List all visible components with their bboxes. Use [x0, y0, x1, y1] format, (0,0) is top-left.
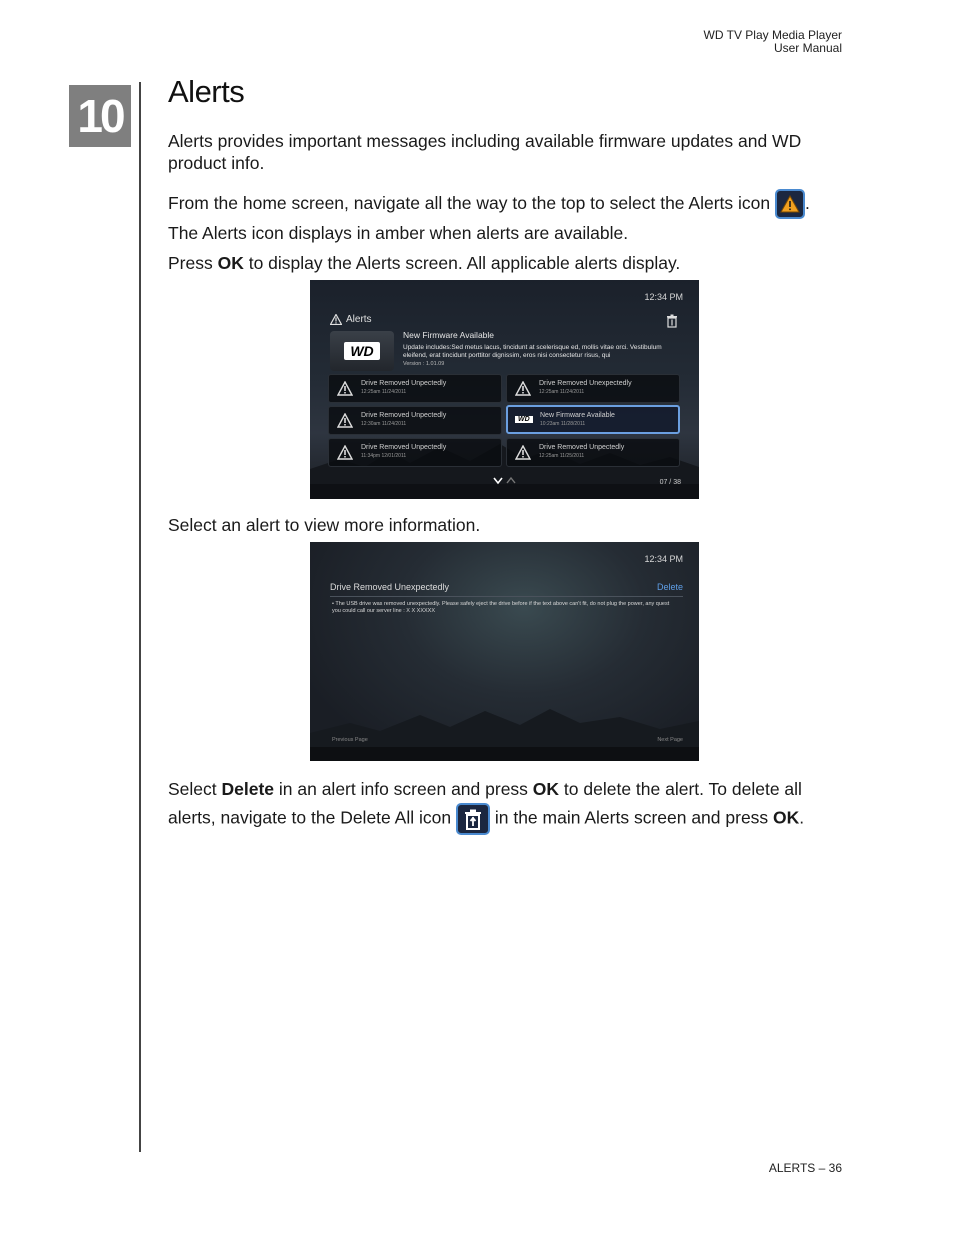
trash-icon[interactable]	[665, 314, 679, 328]
alert-tile-title: New Firmware Available	[540, 412, 615, 419]
alert-tile-title: Drive Removed Unpectedly	[539, 444, 625, 451]
select-alert-paragraph: Select an alert to view more information.	[168, 515, 481, 535]
alert-tile[interactable]	[506, 374, 680, 403]
featured-alert[interactable]	[330, 331, 682, 371]
ok-key-label: OK	[532, 779, 560, 799]
ok-key-label: OK	[773, 807, 800, 828]
page-indicator: 07 / 38	[659, 479, 681, 486]
wd-logo	[330, 331, 394, 371]
wd-logo-icon: WD	[515, 416, 533, 423]
delete-label: Delete	[221, 779, 275, 799]
scroll-chevrons[interactable]	[493, 476, 517, 489]
alert-tile-date: 12:25am 11/24/2011	[539, 389, 585, 395]
alert-tile-title: Drive Removed Unpectedly	[361, 412, 447, 419]
alert-tile-title: Drive Removed Unexpectedly	[539, 380, 632, 387]
footer-section: ALERTS	[768, 1161, 816, 1175]
alert-tile-selected[interactable]	[506, 405, 680, 434]
press-text-b: to display the Alerts screen. All applicable alerts display.	[243, 253, 681, 273]
chapter-number: 10	[69, 85, 131, 147]
next-page-button[interactable]: Next Page	[657, 737, 683, 743]
chevron-down-up-icon	[493, 476, 517, 486]
alert-tile-date: 12:30am 11/24/2011	[361, 421, 407, 427]
press-ok-paragraph	[168, 252, 843, 274]
alerts-heading-label: Alerts	[346, 314, 372, 325]
alerts-icon	[775, 189, 805, 219]
alert-tile-date: 10:23am 11/28/2011	[540, 421, 586, 427]
divider	[330, 596, 683, 597]
delete-text-b: in an alert info screen and press	[274, 779, 533, 799]
clock: 12:34 PM	[644, 554, 683, 564]
clock: 12:34 PM	[644, 292, 683, 302]
ok-key-label: OK	[217, 253, 244, 273]
alert-tile[interactable]	[328, 438, 502, 467]
warning-triangle-icon	[330, 314, 342, 325]
alert-tile-date: 12:25am 11/25/2011	[539, 453, 585, 459]
alert-detail-screenshot	[310, 542, 699, 761]
chapter-rule	[139, 82, 141, 1152]
alerts-icon-paragraph	[168, 189, 843, 247]
alert-detail-body: • The USB drive was removed unexpectedly. Please safely eject the drive before if the text above can't fit, do not plug the power, any quest you could call our server line : X X XXXXX	[332, 601, 670, 614]
footer-page-number: – 36	[815, 1161, 842, 1175]
delete-instructions-paragraph	[168, 775, 843, 835]
alerts-icon-text-b: . The Alerts icon displays in amber when alerts are available.	[168, 193, 810, 244]
delete-button[interactable]: Delete	[656, 582, 683, 592]
alert-tile[interactable]	[328, 374, 502, 403]
alerts-heading	[330, 314, 372, 325]
header-product: WD TV Play Media Player	[703, 28, 842, 42]
page-footer	[769, 1161, 842, 1175]
header-doc-type: User Manual	[773, 41, 842, 55]
alert-detail-title: Drive Removed Unexpectedly	[330, 582, 450, 592]
warning-triangle-icon	[337, 413, 353, 428]
previous-page-button[interactable]: Previous Page	[332, 737, 368, 743]
featured-alert-body: Update includes:Sed metus lacus, tincidunt at scelerisque ed, mollis vitae orci. Vestibulum eleifend, erat tincidunt porttitor dignissim, eros nisi consectetur risus, qui	[403, 344, 662, 359]
alerts-icon-text-a: From the home screen, navigate all the way to the top to select the Alerts icon	[168, 193, 771, 213]
mountain-backdrop	[310, 691, 699, 761]
chapter-title: Alerts	[168, 74, 245, 109]
featured-alert-title: New Firmware Available	[403, 330, 495, 340]
featured-alert-version: Version : 1.01.09	[403, 361, 445, 367]
press-text-a: Press	[168, 253, 218, 273]
warning-triangle-icon	[337, 445, 353, 460]
alert-tile-date: 11:34pm 12/01/2011	[361, 453, 407, 459]
delete-text-d: in the main Alerts screen and press	[494, 807, 774, 828]
delete-text-c: to delete the alert. To delete all alerts, navigate to the Delete All icon	[168, 779, 802, 828]
running-header	[704, 29, 843, 55]
trash-icon	[461, 808, 485, 832]
warning-triangle-icon	[515, 445, 531, 460]
alert-tile[interactable]	[506, 438, 680, 467]
alert-tile-title: Drive Removed Unpectedly	[361, 444, 447, 451]
featured-alert-text	[403, 331, 671, 369]
warning-triangle-icon	[515, 381, 531, 396]
alert-tile-date: 12:25am 11/24/2011	[361, 389, 407, 395]
alert-tile[interactable]	[328, 406, 502, 435]
wd-logo-text: WD	[344, 342, 379, 360]
intro-paragraph: Alerts provides important messages including available firmware updates and WD product info.	[168, 131, 802, 173]
alert-tile-title: Drive Removed Unpectedly	[361, 380, 447, 387]
delete-all-icon	[456, 803, 490, 835]
delete-text-a: Select	[168, 779, 222, 799]
delete-text-e: .	[799, 807, 805, 828]
alerts-screen-screenshot	[310, 280, 699, 499]
warning-triangle-icon	[337, 381, 353, 396]
